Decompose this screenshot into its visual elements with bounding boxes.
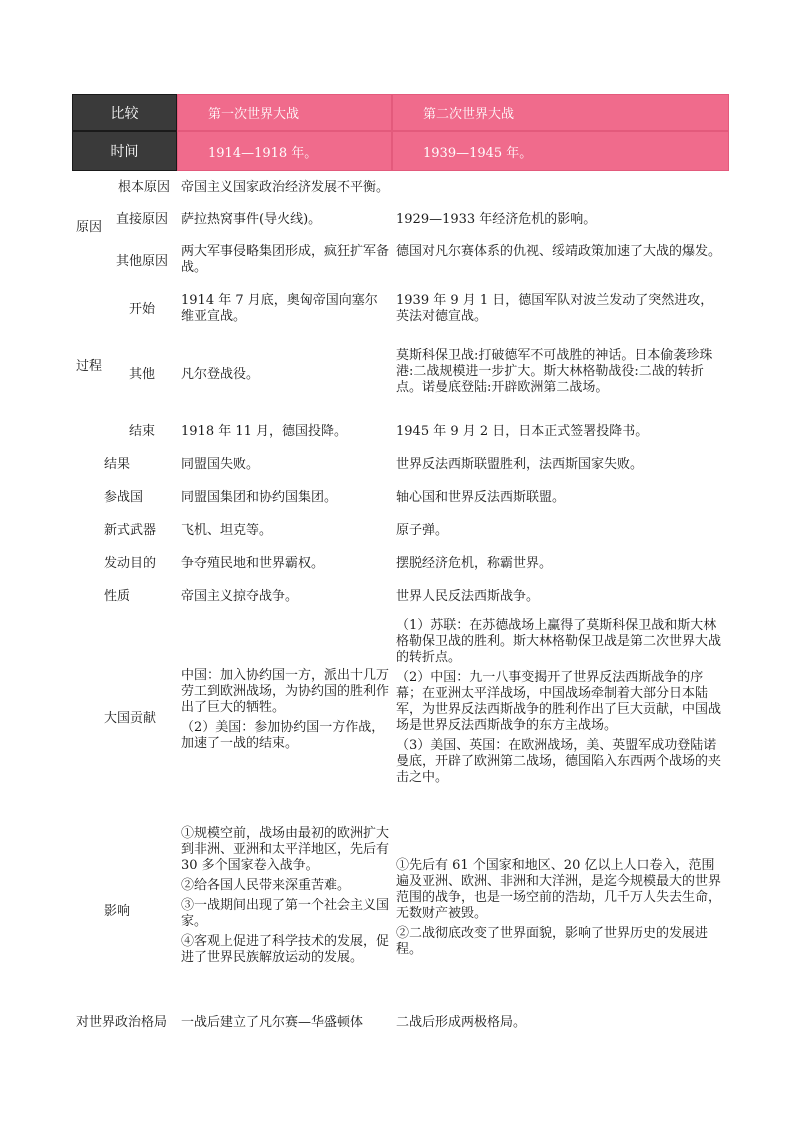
start-ww1: 1914 年 7 月底，奥匈帝国向塞尔维亚宣战。 bbox=[181, 293, 378, 324]
other-cause-ww2: 德国对凡尔赛体系的仇视、绥靖政策加速了大战的爆发。 bbox=[396, 244, 722, 259]
direct-cause-ww1: 萨拉热窝事件(导火线)。 bbox=[181, 212, 322, 227]
nature-label: 性质 bbox=[104, 589, 131, 604]
participants-ww1: 同盟国集团和协约国集团。 bbox=[181, 490, 338, 505]
weapons-ww2: 原子弹。 bbox=[396, 523, 449, 538]
participants-label: 参战国 bbox=[104, 490, 144, 505]
root-cause-label: 根本原因 bbox=[118, 180, 171, 195]
compare-label: 比较 bbox=[72, 94, 177, 131]
result-ww2: 世界反法西斯联盟胜利，法西斯国家失败。 bbox=[396, 457, 644, 472]
end-label: 结束 bbox=[129, 424, 156, 439]
contribution-ww2 bbox=[396, 618, 722, 790]
politics-ww1: 一战后建立了凡尔赛—华盛顿体 bbox=[181, 1015, 364, 1030]
nature-ww1: 帝国主义掠夺战争。 bbox=[181, 589, 299, 604]
politics-ww2: 二战后形成两极格局。 bbox=[396, 1015, 527, 1030]
impact-ww1-4: ④客观上促进了科学技术的发展，促进了世界民族解放运动的发展。 bbox=[181, 934, 390, 965]
header-row-compare bbox=[72, 94, 729, 131]
impact-ww2-2: ②二战彻底改变了世界面貌，影响了世界历史的发展进程。 bbox=[396, 926, 709, 957]
impact-ww1 bbox=[181, 826, 389, 970]
result-label: 结果 bbox=[104, 457, 131, 472]
contribution-ww1-usa: （2）美国：参加协约国一方作战，加速了一战的结束。 bbox=[181, 720, 385, 751]
header-row-time bbox=[72, 131, 729, 171]
impact-ww2 bbox=[396, 858, 722, 962]
end-ww1: 1918 年 11 月，德国投降。 bbox=[181, 424, 348, 439]
other-cause-ww1: 两大军事侵略集团形成，疯狂扩军备战。 bbox=[181, 244, 390, 275]
other-cause-label: 其他原因 bbox=[116, 254, 169, 269]
purpose-ww1: 争夺殖民地和世界霸权。 bbox=[181, 556, 325, 571]
ww2-time: 1939—1945 年。 bbox=[392, 131, 729, 171]
direct-cause-label: 直接原因 bbox=[116, 212, 169, 227]
process-other-ww2: 莫斯科保卫战:打破德军不可战胜的神话。日本偷袭珍珠港:二战规模进一步扩大。斯大林格勒战役:二战的转折点。诺曼底登陆:开辟欧洲第二战场。 bbox=[396, 348, 713, 395]
time-label: 时间 bbox=[72, 131, 177, 171]
contribution-ww2-china: （2）中国：九一八事变揭开了世界反法西斯战争的序幕；在亚洲太平洋战场，中国战场牵制着大部分日本陆军，为世界反法西斯战争的胜利作出了巨大贡献，中国战场是世界反法西斯战争的东方主战场。 bbox=[396, 670, 722, 733]
politics-label: 对世界政治格局 bbox=[76, 1015, 168, 1030]
contribution-ww2-usa-uk: （3）美国、英国：在欧洲战场，美、英盟军成功登陆诺曼底，开辟了欧洲第二战场，德国陷入东西两个战场的夹击之中。 bbox=[396, 738, 722, 785]
purpose-ww2: 摆脱经济危机，称霸世界。 bbox=[396, 556, 553, 571]
process-label: 过程 bbox=[76, 359, 103, 374]
end-ww2: 1945 年 9 月 2 日，日本正式签署投降书。 bbox=[396, 424, 649, 439]
contribution-label: 大国贡献 bbox=[104, 711, 157, 726]
impact-ww1-1: ①规模空前，战场由最初的欧洲扩大到非洲、亚洲和太平洋地区，先后有 30 多个国家卷入战争。 bbox=[181, 826, 390, 873]
purpose-label: 发动目的 bbox=[104, 556, 157, 571]
root-cause-text: 帝国主义国家政治经济发展不平衡。 bbox=[181, 180, 390, 195]
contribution-ww1 bbox=[181, 668, 389, 756]
ww1-header: 第一次世界大战 bbox=[177, 94, 392, 131]
start-label: 开始 bbox=[129, 302, 156, 317]
process-other-ww1: 凡尔登战役。 bbox=[181, 367, 260, 382]
ww2-header: 第二次世界大战 bbox=[392, 94, 729, 131]
contribution-ww1-china: 中国：加入协约国一方，派出十几万劳工到欧洲战场，为协约国的胜利作出了巨大的牺牲。 bbox=[181, 668, 390, 715]
impact-ww1-2: ②给各国人民带来深重苦难。 bbox=[181, 878, 351, 893]
impact-ww2-1: ①先后有 61 个国家和地区、20 亿以上人口卷入，范围遍及亚洲、欧洲、非洲和大洋洲，是迄今规模最大的世界范围的战争，也是一场空前的浩劫，几千万人失去生命，无数财产被毁。 bbox=[396, 858, 722, 921]
cause-label: 原因 bbox=[76, 220, 103, 235]
direct-cause-ww2: 1929—1933 年经济危机的影响。 bbox=[396, 212, 597, 227]
result-ww1: 同盟国失败。 bbox=[181, 457, 260, 472]
participants-ww2: 轴心国和世界反法西斯联盟。 bbox=[396, 490, 566, 505]
contribution-ww2-ussr: （1）苏联：在苏德战场上赢得了莫斯科保卫战和斯大林格勒保卫战的胜利。斯大林格勒保卫战是第二次世界大战的转折点。 bbox=[396, 618, 722, 665]
weapons-ww1: 飞机、坦克等。 bbox=[181, 523, 273, 538]
impact-label: 影响 bbox=[104, 904, 131, 919]
ww1-time: 1914—1918 年。 bbox=[177, 131, 392, 171]
impact-ww1-3: ③一战期间出现了第一个社会主义国家。 bbox=[181, 898, 390, 929]
nature-ww2: 世界人民反法西斯战争。 bbox=[396, 589, 540, 604]
start-ww2: 1939 年 9 月 1 日，德国军队对波兰发动了突然进攻，英法对德宣战。 bbox=[396, 293, 714, 324]
process-other-label: 其他 bbox=[129, 367, 156, 382]
weapons-label: 新式武器 bbox=[104, 523, 157, 538]
